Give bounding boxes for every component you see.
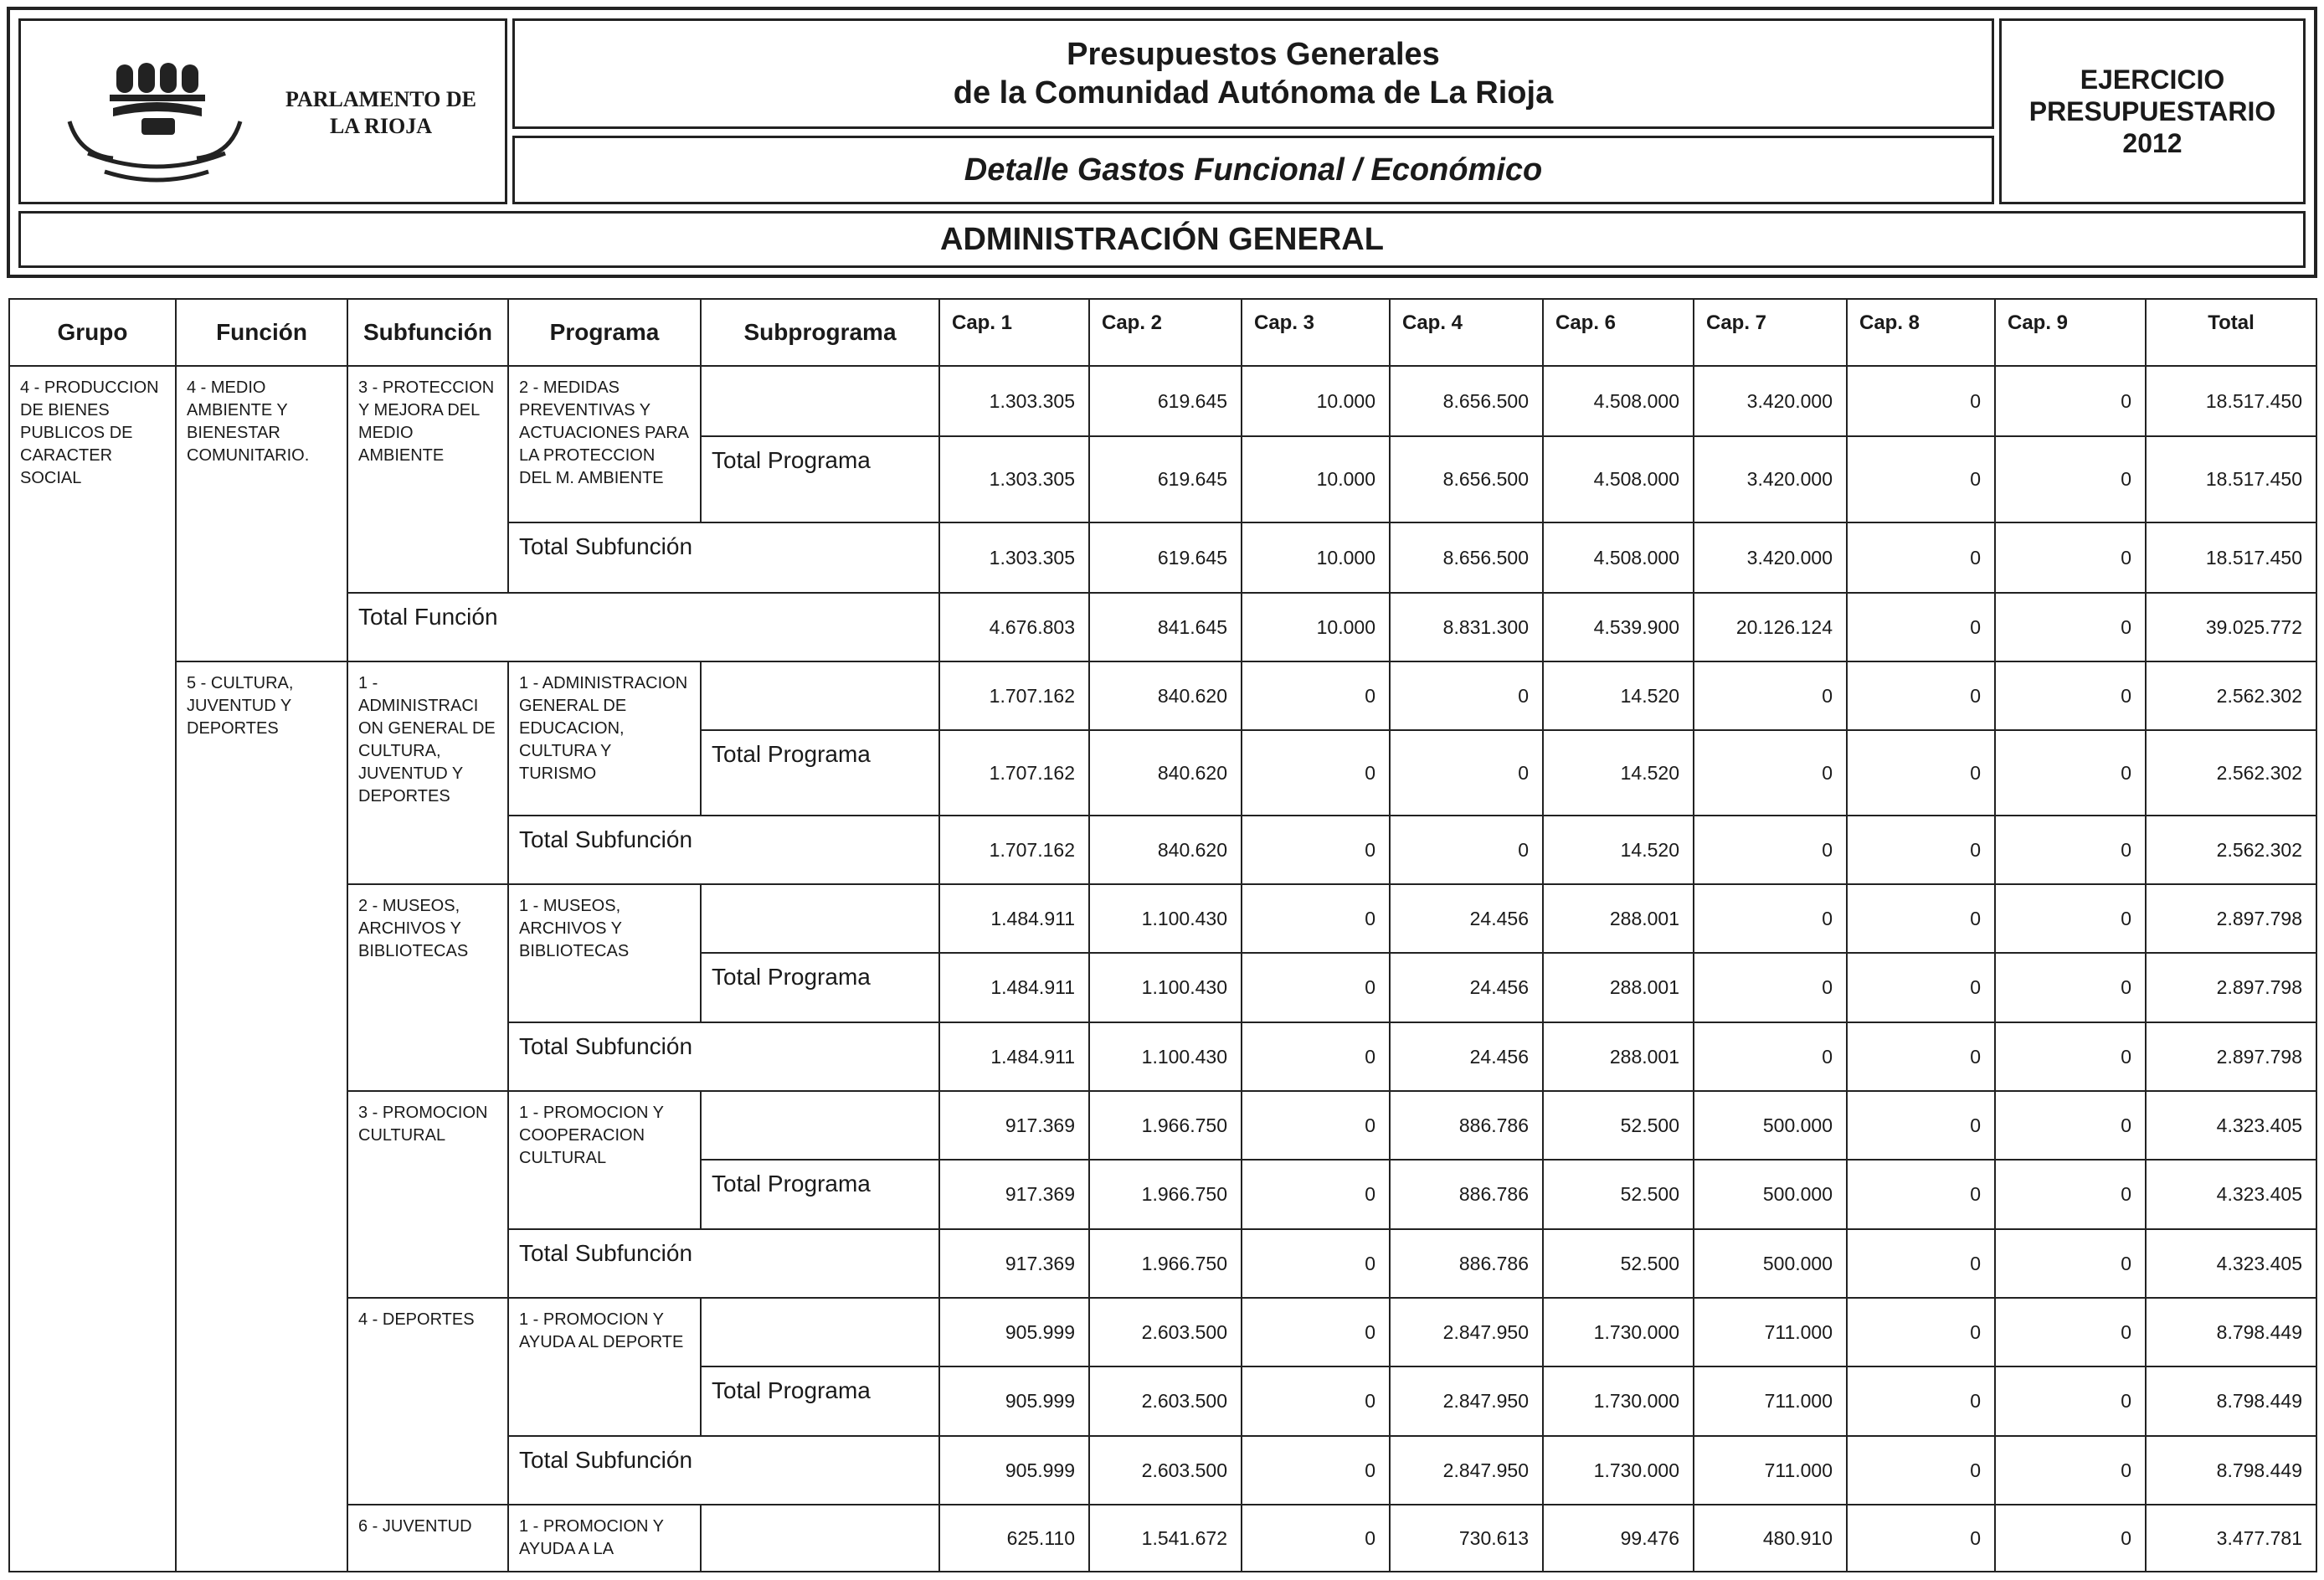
programa-cell-1: 2 - MEDIDAS PREVENTIVAS Y ACTUACIONES PARA LA PROTECCION DEL M. AMBIENTE [507, 365, 702, 523]
amount-cap2-row-6: 840.620 [1088, 729, 1242, 816]
amount-cap3-row-15: 0 [1241, 1366, 1391, 1437]
subfuncion-cell-6: 6 - JUVENTUD [347, 1504, 509, 1572]
amount-cap7-row-11: 500.000 [1693, 1090, 1848, 1161]
funcion-cell-1: 4 - MEDIO AMBIENTE Y BIENESTAR COMUNITARIO. [175, 365, 348, 662]
amount-cap8-row-9: 0 [1846, 952, 1996, 1023]
amount-cap4-row-15: 2.847.950 [1389, 1366, 1544, 1437]
amount-cap2-row-3: 619.645 [1088, 522, 1242, 594]
amount-cap2-row-4: 841.645 [1088, 592, 1242, 662]
amount-cap9-row-2: 0 [1994, 435, 2147, 523]
amount-cap6-row-15: 1.730.000 [1542, 1366, 1694, 1437]
amount-cap9-row-13: 0 [1994, 1228, 2147, 1299]
amount-cap8-row-6: 0 [1846, 729, 1996, 816]
header-subfuncion: Subfunción [347, 298, 509, 367]
total-programa-label: Total Programa [700, 435, 940, 523]
amount-cap8-row-4: 0 [1846, 592, 1996, 662]
total-subfuncion-label: Total Subfunción [507, 815, 940, 885]
amount-cap4-row-4: 8.831.300 [1389, 592, 1544, 662]
header-cap2: Cap. 2 [1088, 298, 1242, 367]
amount-cap4-row-14: 2.847.950 [1389, 1297, 1544, 1367]
amount-cap6-row-13: 52.500 [1542, 1228, 1694, 1299]
header-total: Total [2145, 298, 2317, 367]
amount-cap7-row-17: 480.910 [1693, 1504, 1848, 1572]
amount-cap4-row-7: 0 [1389, 815, 1544, 885]
amount-cap2-row-14: 2.603.500 [1088, 1297, 1242, 1367]
amount-cap2-row-17: 1.541.672 [1088, 1504, 1242, 1572]
amount-cap8-row-1: 0 [1846, 365, 1996, 437]
amount-cap3-row-1: 10.000 [1241, 365, 1391, 437]
header-subprograma: Subprograma [700, 298, 940, 367]
amount-cap7-row-4: 20.126.124 [1693, 592, 1848, 662]
amount-cap3-row-8: 0 [1241, 883, 1391, 954]
amount-cap7-row-16: 711.000 [1693, 1435, 1848, 1505]
amount-cap9-row-17: 0 [1994, 1504, 2147, 1572]
amount-cap6-row-3: 4.508.000 [1542, 522, 1694, 594]
amount-cap4-row-5: 0 [1389, 661, 1544, 731]
amount-cap1-row-10: 1.484.911 [938, 1022, 1090, 1092]
org-name-line1: PARLAMENTO DE [285, 87, 476, 111]
header-cap9: Cap. 9 [1994, 298, 2147, 367]
amount-cap1-row-11: 917.369 [938, 1090, 1090, 1161]
header-programa: Programa [507, 298, 702, 367]
amount-cap9-row-1: 0 [1994, 365, 2147, 437]
header-funcion: Función [175, 298, 348, 367]
amount-cap8-row-12: 0 [1846, 1159, 1996, 1230]
amount-cap1-row-4: 4.676.803 [938, 592, 1090, 662]
section-title: ADMINISTRACIÓN GENERAL [940, 221, 1384, 257]
amount-cap6-row-8: 288.001 [1542, 883, 1694, 954]
amount-cap2-row-8: 1.100.430 [1088, 883, 1242, 954]
amount-cap3-row-2: 10.000 [1241, 435, 1391, 523]
amount-cap7-row-8: 0 [1693, 883, 1848, 954]
subprograma-cell [700, 1297, 940, 1367]
total-subfuncion-label: Total Subfunción [507, 1228, 940, 1299]
amount-total-row-10: 2.897.798 [2145, 1022, 2317, 1092]
amount-cap7-row-2: 3.420.000 [1693, 435, 1848, 523]
amount-cap3-row-11: 0 [1241, 1090, 1391, 1161]
amount-cap3-row-10: 0 [1241, 1022, 1391, 1092]
amount-cap6-row-12: 52.500 [1542, 1159, 1694, 1230]
header-cap3: Cap. 3 [1241, 298, 1391, 367]
programa-cell-2: 1 - ADMINISTRACION GENERAL DE EDUCACION, CULTURA Y TURISMO [507, 661, 702, 816]
programa-cell-5: 1 - PROMOCION Y AYUDA AL DEPORTE [507, 1297, 702, 1437]
amount-total-row-15: 8.798.449 [2145, 1366, 2317, 1437]
amount-cap6-row-2: 4.508.000 [1542, 435, 1694, 523]
amount-total-row-5: 2.562.302 [2145, 661, 2317, 731]
amount-cap1-row-9: 1.484.911 [938, 952, 1090, 1023]
amount-cap7-row-10: 0 [1693, 1022, 1848, 1092]
subprograma-cell [700, 365, 940, 437]
amount-cap4-row-16: 2.847.950 [1389, 1435, 1544, 1505]
amount-cap4-row-13: 886.786 [1389, 1228, 1544, 1299]
amount-cap2-row-1: 619.645 [1088, 365, 1242, 437]
amount-cap1-row-6: 1.707.162 [938, 729, 1090, 816]
amount-cap4-row-8: 24.456 [1389, 883, 1544, 954]
amount-cap9-row-7: 0 [1994, 815, 2147, 885]
amount-cap4-row-2: 8.656.500 [1389, 435, 1544, 523]
amount-cap6-row-1: 4.508.000 [1542, 365, 1694, 437]
document-subtitle: Detalle Gastos Funcional / Económico [964, 152, 1543, 188]
amount-cap3-row-13: 0 [1241, 1228, 1391, 1299]
total-subfuncion-label: Total Subfunción [507, 1435, 940, 1505]
header-cap1: Cap. 1 [938, 298, 1090, 367]
amount-cap7-row-7: 0 [1693, 815, 1848, 885]
amount-total-row-16: 8.798.449 [2145, 1435, 2317, 1505]
amount-cap1-row-13: 917.369 [938, 1228, 1090, 1299]
amount-cap6-row-16: 1.730.000 [1542, 1435, 1694, 1505]
amount-cap3-row-9: 0 [1241, 952, 1391, 1023]
document-title-line2: de la Comunidad Autónoma de La Rioja [953, 75, 1554, 111]
ejercicio-label: EJERCICIO [2080, 64, 2225, 95]
amount-cap1-row-7: 1.707.162 [938, 815, 1090, 885]
amount-cap7-row-1: 3.420.000 [1693, 365, 1848, 437]
amount-total-row-12: 4.323.405 [2145, 1159, 2317, 1230]
amount-cap7-row-6: 0 [1693, 729, 1848, 816]
total-subfuncion-label: Total Subfunción [507, 1022, 940, 1092]
amount-cap4-row-12: 886.786 [1389, 1159, 1544, 1230]
amount-cap6-row-6: 14.520 [1542, 729, 1694, 816]
amount-cap7-row-14: 711.000 [1693, 1297, 1848, 1367]
amount-cap6-row-4: 4.539.900 [1542, 592, 1694, 662]
header-cap7: Cap. 7 [1693, 298, 1848, 367]
header-cap6: Cap. 6 [1542, 298, 1694, 367]
amount-total-row-6: 2.562.302 [2145, 729, 2317, 816]
total-programa-label: Total Programa [700, 1159, 940, 1230]
amount-cap1-row-12: 917.369 [938, 1159, 1090, 1230]
amount-cap1-row-14: 905.999 [938, 1297, 1090, 1367]
amount-cap4-row-6: 0 [1389, 729, 1544, 816]
total-programa-label: Total Programa [700, 1366, 940, 1437]
amount-cap2-row-15: 2.603.500 [1088, 1366, 1242, 1437]
amount-cap4-row-10: 24.456 [1389, 1022, 1544, 1092]
subfuncion-cell-3: 2 - MUSEOS, ARCHIVOS Y BIBLIOTECAS [347, 883, 509, 1092]
amount-cap7-row-12: 500.000 [1693, 1159, 1848, 1230]
fiscal-year: 2012 [2122, 128, 2183, 158]
header-grupo: Grupo [8, 298, 177, 367]
amount-total-row-3: 18.517.450 [2145, 522, 2317, 594]
amount-total-row-2: 18.517.450 [2145, 435, 2317, 523]
amount-cap1-row-5: 1.707.162 [938, 661, 1090, 731]
amount-cap9-row-4: 0 [1994, 592, 2147, 662]
amount-cap3-row-16: 0 [1241, 1435, 1391, 1505]
amount-cap7-row-15: 711.000 [1693, 1366, 1848, 1437]
amount-cap6-row-5: 14.520 [1542, 661, 1694, 731]
amount-cap8-row-13: 0 [1846, 1228, 1996, 1299]
amount-cap8-row-11: 0 [1846, 1090, 1996, 1161]
amount-cap4-row-3: 8.656.500 [1389, 522, 1544, 594]
amount-cap9-row-3: 0 [1994, 522, 2147, 594]
amount-total-row-9: 2.897.798 [2145, 952, 2317, 1023]
amount-cap9-row-16: 0 [1994, 1435, 2147, 1505]
presupuestario-label: PRESUPUESTARIO [2028, 96, 2276, 126]
subfuncion-cell-1: 3 - PROTECCION Y MEJORA DEL MEDIO AMBIENTE [347, 365, 509, 594]
programa-cell-3: 1 - MUSEOS, ARCHIVOS Y BIBLIOTECAS [507, 883, 702, 1023]
org-name-line2: LA RIOJA [329, 114, 433, 138]
amount-cap9-row-14: 0 [1994, 1297, 2147, 1367]
total-funcion-label: Total Función [347, 592, 940, 662]
amount-cap9-row-10: 0 [1994, 1022, 2147, 1092]
total-programa-label: Total Programa [700, 729, 940, 816]
amount-cap6-row-10: 288.001 [1542, 1022, 1694, 1092]
amount-cap8-row-7: 0 [1846, 815, 1996, 885]
amount-cap2-row-16: 2.603.500 [1088, 1435, 1242, 1505]
amount-total-row-14: 8.798.449 [2145, 1297, 2317, 1367]
subprograma-cell [700, 1090, 940, 1161]
amount-cap8-row-8: 0 [1846, 883, 1996, 954]
amount-cap3-row-3: 10.000 [1241, 522, 1391, 594]
amount-cap2-row-5: 840.620 [1088, 661, 1242, 731]
amount-cap6-row-11: 52.500 [1542, 1090, 1694, 1161]
amount-cap3-row-17: 0 [1241, 1504, 1391, 1572]
subfuncion-cell-4: 3 - PROMOCION CULTURAL [347, 1090, 509, 1299]
amount-cap4-row-1: 8.656.500 [1389, 365, 1544, 437]
subprograma-cell [700, 661, 940, 731]
amount-cap7-row-5: 0 [1693, 661, 1848, 731]
grupo-cell: 4 - PRODUCCION DE BIENES PUBLICOS DE CARACTER SOCIAL [8, 365, 177, 1572]
amount-cap8-row-5: 0 [1846, 661, 1996, 731]
amount-cap2-row-7: 840.620 [1088, 815, 1242, 885]
amount-cap2-row-2: 619.645 [1088, 435, 1242, 523]
amount-cap9-row-5: 0 [1994, 661, 2147, 731]
amount-cap2-row-11: 1.966.750 [1088, 1090, 1242, 1161]
amount-cap6-row-14: 1.730.000 [1542, 1297, 1694, 1367]
amount-cap3-row-7: 0 [1241, 815, 1391, 885]
amount-cap9-row-9: 0 [1994, 952, 2147, 1023]
amount-cap8-row-3: 0 [1846, 522, 1996, 594]
amount-cap1-row-2: 1.303.305 [938, 435, 1090, 523]
amount-total-row-11: 4.323.405 [2145, 1090, 2317, 1161]
amount-cap8-row-10: 0 [1846, 1022, 1996, 1092]
amount-cap3-row-14: 0 [1241, 1297, 1391, 1367]
amount-cap8-row-17: 0 [1846, 1504, 1996, 1572]
amount-cap7-row-13: 500.000 [1693, 1228, 1848, 1299]
amount-cap9-row-11: 0 [1994, 1090, 2147, 1161]
amount-cap2-row-10: 1.100.430 [1088, 1022, 1242, 1092]
amount-cap1-row-8: 1.484.911 [938, 883, 1090, 954]
amount-total-row-13: 4.323.405 [2145, 1228, 2317, 1299]
amount-cap2-row-9: 1.100.430 [1088, 952, 1242, 1023]
amount-cap1-row-3: 1.303.305 [938, 522, 1090, 594]
amount-cap7-row-3: 3.420.000 [1693, 522, 1848, 594]
amount-cap6-row-9: 288.001 [1542, 952, 1694, 1023]
amount-cap1-row-17: 625.110 [938, 1504, 1090, 1572]
amount-cap3-row-5: 0 [1241, 661, 1391, 731]
funcion-cell-2: 5 - CULTURA, JUVENTUD Y DEPORTES [175, 661, 348, 1572]
amount-cap1-row-16: 905.999 [938, 1435, 1090, 1505]
amount-cap2-row-12: 1.966.750 [1088, 1159, 1242, 1230]
amount-cap7-row-9: 0 [1693, 952, 1848, 1023]
amount-cap9-row-12: 0 [1994, 1159, 2147, 1230]
amount-total-row-1: 18.517.450 [2145, 365, 2317, 437]
amount-cap3-row-4: 10.000 [1241, 592, 1391, 662]
amount-total-row-4: 39.025.772 [2145, 592, 2317, 662]
amount-cap6-row-7: 14.520 [1542, 815, 1694, 885]
amount-total-row-7: 2.562.302 [2145, 815, 2317, 885]
subfuncion-cell-2: 1 - ADMINISTRACI ON GENERAL DE CULTURA, JUVENTUD Y DEPORTES [347, 661, 509, 885]
programa-cell-6: 1 - PROMOCION Y AYUDA A LA [507, 1504, 702, 1572]
amount-cap4-row-9: 24.456 [1389, 952, 1544, 1023]
amount-cap9-row-15: 0 [1994, 1366, 2147, 1437]
amount-total-row-17: 3.477.781 [2145, 1504, 2317, 1572]
amount-cap8-row-14: 0 [1846, 1297, 1996, 1367]
amount-cap6-row-17: 99.476 [1542, 1504, 1694, 1572]
amount-cap9-row-6: 0 [1994, 729, 2147, 816]
amount-total-row-8: 2.897.798 [2145, 883, 2317, 954]
total-subfuncion-label: Total Subfunción [507, 522, 940, 594]
header-cap4: Cap. 4 [1389, 298, 1544, 367]
amount-cap3-row-12: 0 [1241, 1159, 1391, 1230]
amount-cap3-row-6: 0 [1241, 729, 1391, 816]
amount-cap9-row-8: 0 [1994, 883, 2147, 954]
total-programa-label: Total Programa [700, 952, 940, 1023]
amount-cap4-row-17: 730.613 [1389, 1504, 1544, 1572]
amount-cap2-row-13: 1.966.750 [1088, 1228, 1242, 1299]
amount-cap8-row-2: 0 [1846, 435, 1996, 523]
amount-cap8-row-16: 0 [1846, 1435, 1996, 1505]
amount-cap1-row-1: 1.303.305 [938, 365, 1090, 437]
amount-cap4-row-11: 886.786 [1389, 1090, 1544, 1161]
subprograma-cell [700, 1504, 940, 1572]
header-cap8: Cap. 8 [1846, 298, 1996, 367]
subprograma-cell [700, 883, 940, 954]
subfuncion-cell-5: 4 - DEPORTES [347, 1297, 509, 1505]
amount-cap1-row-15: 905.999 [938, 1366, 1090, 1437]
programa-cell-4: 1 - PROMOCION Y COOPERACION CULTURAL [507, 1090, 702, 1230]
amount-cap8-row-15: 0 [1846, 1366, 1996, 1437]
document-title-line1: Presupuestos Generales [1067, 37, 1440, 72]
